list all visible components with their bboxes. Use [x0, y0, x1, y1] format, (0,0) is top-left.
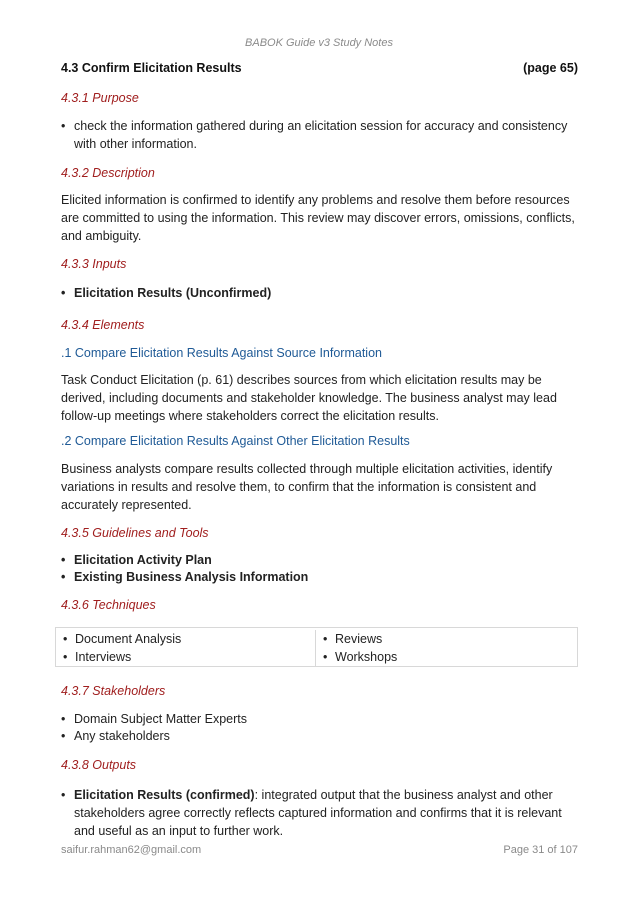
techniques-column-1: [56, 630, 316, 666]
inputs-bullet: [61, 284, 576, 302]
technique-text: Interviews: [75, 650, 132, 664]
inputs-heading: 4.3.3 Inputs: [61, 257, 127, 271]
stakeholder-item-text: Any stakeholders: [74, 729, 170, 743]
technique-text: Reviews: [335, 632, 383, 646]
outputs-bullet-text: : integrated output that the business analyst and other stakeholders agree correctly reflects captured information and confirms that it is relevant and useful as an input to further work.: [74, 788, 562, 838]
technique-item: [56, 648, 315, 666]
elements-heading: 4.3.4 Elements: [61, 318, 145, 332]
bullet-dot: •: [61, 788, 66, 802]
stakeholder-item-text: Domain Subject Matter Experts: [74, 712, 247, 726]
outputs-bullet: [61, 786, 576, 840]
bullet-dot: •: [61, 119, 66, 133]
element-2-title: .2 Compare Elicitation Results Against Other Elicitation Results: [61, 434, 410, 448]
techniques-heading: 4.3.6 Techniques: [61, 598, 156, 612]
section-page-ref: (page 65): [523, 61, 578, 75]
bullet-dot: •: [61, 286, 66, 300]
bullet-dot: •: [323, 650, 328, 664]
technique-text: Document Analysis: [75, 632, 182, 646]
page-header: BABOK Guide v3 Study Notes: [245, 37, 393, 49]
outputs-bullet-bold: Elicitation Results (confirmed): [74, 788, 255, 802]
bullet-dot: •: [61, 729, 66, 743]
outputs-heading: 4.3.8 Outputs: [61, 758, 137, 772]
bullet-dot: •: [61, 553, 66, 567]
footer-page-number: Page 31 of 107: [503, 844, 578, 856]
purpose-bullet-text: check the information gathered during an elicitation session for accuracy and consistency with other information.: [74, 119, 568, 151]
bullet-dot: •: [63, 650, 68, 664]
outputs-bullet-body: [61, 786, 576, 840]
footer-email: saifur.rahman62@gmail.com: [61, 844, 202, 856]
element-1-title: .1 Compare Elicitation Results Against Source Information: [61, 346, 382, 360]
description-text: Elicited information is confirmed to identify any problems and resolve them before resources are committed to using the information. This review may discover errors, omissions, conflicts, and ambiguity.: [61, 193, 575, 243]
description-heading: 4.3.2 Description: [61, 166, 155, 180]
technique-item: [56, 630, 315, 648]
bullet-dot: •: [63, 632, 68, 646]
element-2-text: Business analysts compare results collected through multiple elicitation activities, identify variations in results and resolve them, to confirm that the information is consistent and accurately represented.: [61, 462, 553, 512]
element-1-text: Task Conduct Elicitation (p. 61) describes sources from which elicitation results may be derived, including documents and stakeholder knowledge. The business analyst may lead follow-up meetings where stakeholders correct the elicitation results.: [61, 373, 557, 423]
techniques-column-2: [316, 630, 577, 666]
bullet-dot: •: [61, 570, 66, 584]
bullet-dot: •: [323, 632, 328, 646]
stakeholder-item: [61, 727, 576, 745]
bullet-dot: •: [61, 712, 66, 726]
techniques-table: [55, 627, 578, 667]
section-title-text: 4.3 Confirm Elicitation Results: [61, 61, 242, 75]
inputs-bullet-text: Elicitation Results (Unconfirmed): [74, 286, 272, 300]
guidelines-heading: 4.3.5 Guidelines and Tools: [61, 526, 209, 540]
stakeholder-item: [61, 710, 576, 728]
guideline-item: [61, 551, 576, 569]
guideline-item-text: Elicitation Activity Plan: [74, 553, 212, 567]
technique-item: [316, 648, 577, 666]
technique-text: Workshops: [335, 650, 398, 664]
section-title: [61, 61, 578, 75]
purpose-heading: 4.3.1 Purpose: [61, 91, 139, 105]
technique-item: [316, 630, 577, 648]
guideline-item: [61, 568, 576, 586]
purpose-bullet: [61, 117, 576, 153]
guideline-item-text: Existing Business Analysis Information: [74, 570, 309, 584]
stakeholders-heading: 4.3.7 Stakeholders: [61, 684, 166, 698]
